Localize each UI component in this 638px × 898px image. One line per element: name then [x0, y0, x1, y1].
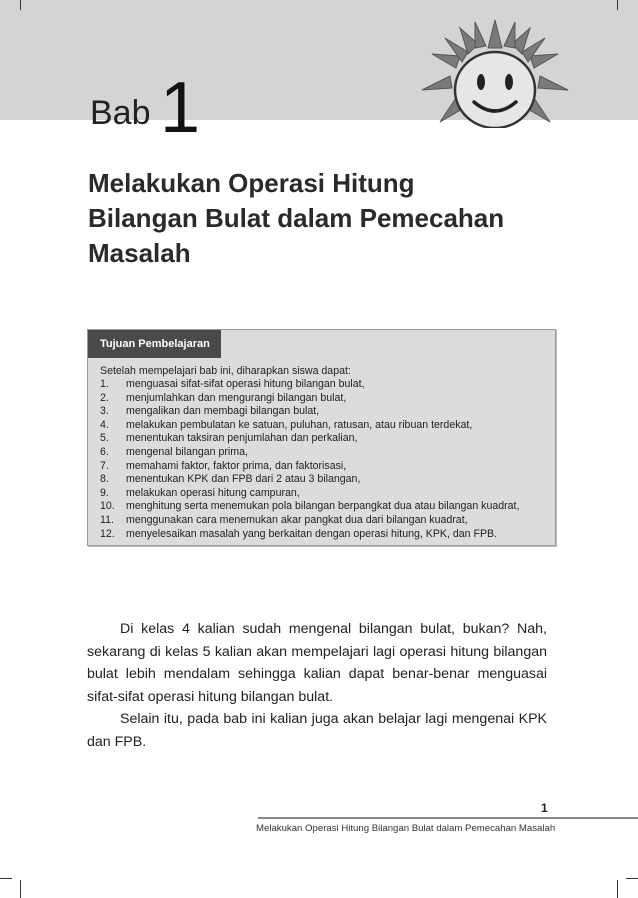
objective-number: 7. — [100, 459, 109, 472]
smiling-sun-icon — [420, 18, 570, 128]
objective-number: 5. — [100, 432, 109, 445]
objective-text: menentukan KPK dan FPB dari 2 atau 3 bilangan, — [126, 473, 361, 486]
running-footer-title: Melakukan Operasi Hitung Bilangan Bulat dalam Pemecahan Masalah — [256, 823, 556, 834]
objective-item — [100, 473, 519, 487]
crop-mark-bottom-right-v — [617, 880, 618, 898]
objective-text: memahami faktor, faktor prima, dan faktorisasi, — [126, 459, 347, 472]
crop-mark-bottom-left-h — [0, 878, 12, 879]
footer-rule — [258, 817, 638, 819]
chapter-title — [88, 166, 568, 271]
objective-text: menentukan taksiran penjumlahan dan perkalian, — [126, 432, 358, 445]
crop-mark-top-left — [20, 0, 21, 10]
objective-text: menghitung serta menemukan pola bilangan berpangkat dua atau bilangan kuadrat, — [126, 500, 520, 513]
objective-item — [100, 378, 519, 392]
body-paragraph: Di kelas 4 kalian sudah mengenal bilangan bulat, bukan? Nah, sekarang di kelas 5 kalian akan mempelajari lagi operasi hitung bilangan bulat lebih mendalam sehingga kalian dapat benar-benar menguasai sifat-sifat operasi hitung bilangan bulat. — [87, 621, 547, 705]
objective-item — [100, 487, 519, 501]
page-number: 1 — [541, 801, 548, 815]
objective-item — [100, 528, 519, 542]
objective-number: 4. — [100, 418, 109, 431]
objective-item — [100, 460, 519, 474]
objective-item — [100, 419, 519, 433]
body-text — [87, 618, 547, 753]
objective-text: menjumlahkan dan mengurangi bilangan bulat, — [126, 391, 347, 404]
objective-number: 6. — [100, 445, 109, 458]
crop-mark-top-right — [617, 0, 618, 10]
objective-number: 10. — [100, 500, 115, 513]
objective-text: menguasai sifat-sifat operasi hitung bilangan bulat, — [126, 378, 365, 390]
chapter-title-line: Melakukan Operasi Hitung — [88, 168, 415, 198]
objective-text: menggunakan cara menemukan akar pangkat dua dari bilangan kuadrat, — [126, 513, 468, 526]
bab-label: Bab — [90, 94, 151, 132]
objective-text: melakukan pembulatan ke satuan, puluhan, ratusan, atau ribuan terdekat, — [126, 418, 473, 431]
objectives-list — [100, 378, 519, 541]
objective-item — [100, 446, 519, 460]
objective-number: 11. — [100, 513, 114, 526]
objective-number: 3. — [100, 405, 109, 418]
crop-mark-bottom-right-h — [626, 878, 638, 879]
objective-item — [100, 392, 519, 406]
objective-text: melakukan operasi hitung campuran, — [126, 486, 300, 499]
objectives-intro: Setelah mempelajari bab ini, diharapkan siswa dapat: — [100, 365, 351, 377]
chapter-number: 1 — [160, 68, 201, 148]
learning-objectives-box — [87, 329, 556, 546]
objective-item — [100, 432, 519, 446]
objective-item — [100, 405, 519, 419]
objective-number: 1. — [100, 378, 109, 390]
objective-text: mengenal bilangan prima, — [126, 445, 248, 458]
objective-item — [100, 500, 519, 514]
objective-text: mengalikan dan membagi bilangan bulat, — [126, 405, 320, 418]
objective-text: menyelesaikan masalah yang berkaitan dengan operasi hitung, KPK, dan FPB. — [126, 527, 498, 540]
chapter-title-line: Bilangan Bulat dalam Pemecahan — [88, 203, 505, 233]
objective-number: 9. — [100, 486, 109, 499]
objective-number: 8. — [100, 473, 109, 486]
chapter-title-line: Masalah — [88, 238, 191, 268]
objective-number: 2. — [100, 391, 109, 404]
body-paragraph: Selain itu, pada bab ini kalian juga akan belajar lagi mengenai KPK dan FPB. — [87, 711, 547, 750]
objective-item — [100, 514, 519, 528]
crop-mark-bottom-left-v — [20, 880, 21, 898]
learning-objectives-tab: Tujuan Pembelajaran — [88, 330, 221, 358]
objective-number: 12. — [100, 527, 115, 540]
